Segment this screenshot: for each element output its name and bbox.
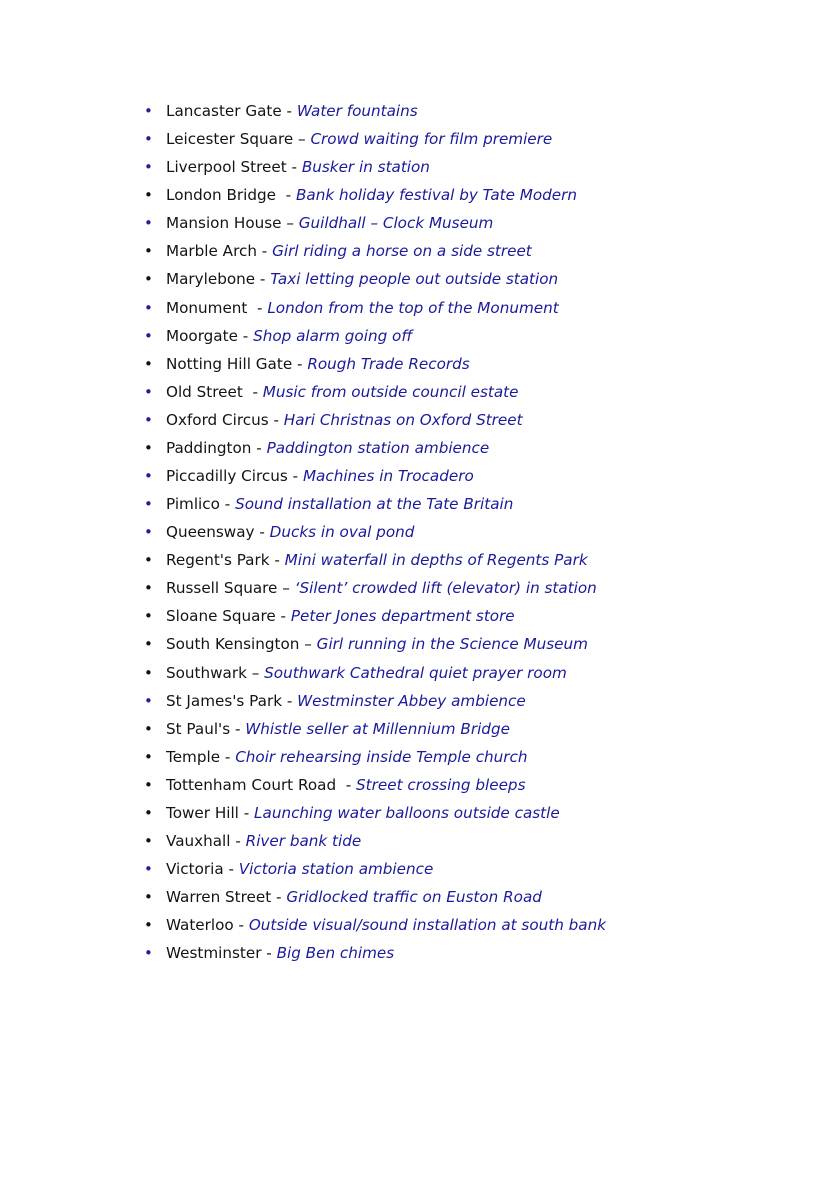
sound-description: Gridlocked traffic on Euston Road <box>286 888 542 907</box>
list-item <box>140 239 606 267</box>
separator: - <box>271 888 287 907</box>
separator: - <box>242 382 263 401</box>
bullet-icon: • <box>144 242 153 261</box>
sound-description: Launching water balloons outside castle <box>254 803 560 822</box>
list-item <box>140 576 606 604</box>
list-item <box>140 632 606 660</box>
bullet-icon: • <box>144 944 153 963</box>
station-name: Tower Hill <box>166 803 239 822</box>
sound-description: Outside visual/sound installation at south bank <box>248 916 607 935</box>
list-item <box>140 773 606 801</box>
bullet-icon: • <box>144 803 153 822</box>
sound-description: Machines in Trocadero <box>302 467 474 486</box>
sound-description: Hari Christnas on Oxford Street <box>283 410 523 429</box>
sound-description: Choir rehearsing inside Temple church <box>235 747 528 766</box>
station-name: Victoria <box>166 860 224 879</box>
separator: – <box>299 635 317 654</box>
sound-description: Big Ben chimes <box>276 944 395 963</box>
sound-description: Street crossing bleeps <box>356 775 526 794</box>
separator: - <box>251 438 267 457</box>
list-item <box>140 324 606 352</box>
sound-description: Mini waterfall in depths of Regents Park <box>284 551 588 570</box>
sound-description: River bank tide <box>245 832 362 851</box>
list-item <box>140 857 606 885</box>
list-item <box>140 267 606 295</box>
bullet-icon: • <box>144 775 153 794</box>
sound-description: ‘Silent’ crowded lift (elevator) in station <box>294 579 597 598</box>
separator: - <box>286 158 302 177</box>
station-name: Liverpool Street <box>166 158 287 177</box>
sound-description: Water fountains <box>296 102 418 120</box>
station-name: Notting Hill Gate <box>166 354 293 373</box>
bullet-icon: • <box>144 214 153 233</box>
station-name: Pimlico <box>166 495 220 514</box>
station-name: Sloane Square <box>166 607 276 626</box>
sound-description: Bank holiday festival by Tate Modern <box>295 186 578 205</box>
sound-description: Sound installation at the Tate Britain <box>235 495 514 514</box>
bullet-icon: • <box>144 382 153 401</box>
list-item <box>140 604 606 632</box>
station-name: Westminster <box>166 944 262 963</box>
list-item <box>140 885 606 913</box>
separator: – <box>293 130 311 149</box>
list-item <box>140 352 606 380</box>
separator: - <box>223 860 239 879</box>
separator: - <box>269 551 285 570</box>
sound-description: Peter Jones department store <box>290 607 515 626</box>
separator: - <box>276 186 296 205</box>
sound-description: Paddington station ambience <box>266 438 490 457</box>
bullet-icon: • <box>144 607 153 626</box>
separator: - <box>287 467 303 486</box>
bullet-icon: • <box>144 888 153 907</box>
separator: - <box>230 719 246 738</box>
list-item <box>140 211 606 239</box>
separator: – <box>246 663 265 682</box>
bullet-icon: • <box>144 102 153 120</box>
station-name: Marylebone <box>166 270 256 289</box>
list-item <box>140 296 606 324</box>
separator: - <box>230 832 246 851</box>
station-name: St James's Park <box>166 691 282 710</box>
list-item <box>140 408 606 436</box>
sound-description: Southwark Cathedral quiet prayer room <box>264 663 567 682</box>
bullet-icon: • <box>144 495 153 514</box>
sound-description: Victoria station ambience <box>238 860 434 879</box>
sound-description: Busker in station <box>301 158 430 177</box>
separator: - <box>255 270 271 289</box>
sound-description: London from the top of the Monument <box>267 298 559 317</box>
separator: - <box>237 326 254 345</box>
station-name: Moorgate <box>166 326 238 345</box>
sound-description: Rough Trade Records <box>307 354 470 373</box>
bullet-icon: • <box>144 354 153 373</box>
list-item <box>140 717 606 745</box>
station-name: Southwark <box>166 663 247 682</box>
separator: - <box>292 354 308 373</box>
bullet-icon: • <box>144 719 153 738</box>
station-name: Temple <box>166 747 221 766</box>
bullet-icon: • <box>144 663 153 682</box>
list-item <box>140 745 606 773</box>
bullet-icon: • <box>144 635 153 654</box>
station-name: Marble Arch <box>166 242 257 261</box>
sound-description: Girl riding a horse on a side street <box>272 242 532 261</box>
bullet-icon: • <box>144 410 153 429</box>
bullet-icon: • <box>144 270 153 289</box>
bullet-icon: • <box>144 860 153 879</box>
bullet-icon: • <box>144 916 153 935</box>
separator: – <box>281 214 299 233</box>
bullet-icon: • <box>144 326 153 345</box>
station-name: Leicester Square <box>166 130 294 149</box>
separator: - <box>261 944 277 963</box>
bullet-icon: • <box>144 579 153 598</box>
bullet-icon: • <box>144 832 153 851</box>
separator: - <box>256 242 273 261</box>
bullet-icon: • <box>144 467 153 486</box>
sound-description: Taxi letting people out outside station <box>270 270 559 289</box>
station-name: Vauxhall <box>166 832 231 851</box>
separator: - <box>247 298 268 317</box>
sound-description: Shop alarm going off <box>253 326 413 345</box>
station-name: Queensway <box>166 523 255 542</box>
separator: - <box>219 495 236 514</box>
station-name: Lancaster Gate <box>166 102 282 120</box>
sound-description: Ducks in oval pond <box>269 523 415 542</box>
bullet-icon: • <box>144 747 153 766</box>
sound-description: Whistle seller at Millennium Bridge <box>245 719 510 738</box>
separator: - <box>281 102 297 120</box>
list-item <box>140 380 606 408</box>
bullet-icon: • <box>144 551 153 570</box>
station-name: St Paul's <box>166 719 231 738</box>
list-item <box>140 661 606 689</box>
list-item <box>140 520 606 548</box>
station-name: Old Street <box>166 382 243 401</box>
list-item <box>140 913 606 941</box>
list-item <box>140 689 606 717</box>
sound-description: Guildhall – Clock Museum <box>298 214 494 233</box>
station-name: Mansion House <box>166 214 282 233</box>
separator: - <box>336 775 357 794</box>
separator: - <box>275 607 291 626</box>
station-name: Tottenham Court Road <box>166 775 337 794</box>
separator: - <box>254 523 270 542</box>
sound-description: Westminster Abbey ambience <box>297 691 526 710</box>
list-item <box>140 548 606 576</box>
separator: - <box>220 747 236 766</box>
list-item <box>140 99 606 127</box>
bullet-icon: • <box>144 691 153 710</box>
separator: - <box>268 410 284 429</box>
sound-description: Crowd waiting for film premiere <box>310 130 553 149</box>
station-name: London Bridge <box>166 186 277 205</box>
station-name: Monument <box>166 298 248 317</box>
station-name: Piccadilly Circus <box>166 467 288 486</box>
list-item <box>140 801 606 829</box>
list-item <box>140 464 606 492</box>
list-item <box>140 183 606 211</box>
bullet-icon: • <box>144 186 153 205</box>
list-item <box>140 941 606 969</box>
sound-description: Music from outside council estate <box>262 382 519 401</box>
station-name: South Kensington <box>166 635 300 654</box>
station-name: Oxford Circus <box>166 410 269 429</box>
separator: - <box>238 803 255 822</box>
sound-description: Girl running in the Science Museum <box>316 635 588 654</box>
list-item <box>140 829 606 857</box>
list-item <box>140 436 606 464</box>
separator: - <box>233 916 249 935</box>
list-item <box>140 492 606 520</box>
separator: - <box>282 691 298 710</box>
station-name: Paddington <box>166 438 252 457</box>
station-sound-list <box>140 99 606 969</box>
bullet-icon: • <box>144 158 153 177</box>
station-name: Regent's Park <box>166 551 270 570</box>
bullet-icon: • <box>144 298 153 317</box>
list-item <box>140 127 606 155</box>
bullet-icon: • <box>144 130 153 149</box>
bullet-icon: • <box>144 438 153 457</box>
station-name: Warren Street <box>166 888 272 907</box>
separator: – <box>277 579 295 598</box>
list-item <box>140 155 606 183</box>
station-name: Russell Square <box>166 579 278 598</box>
station-name: Waterloo <box>166 916 234 935</box>
bullet-icon: • <box>144 523 153 542</box>
